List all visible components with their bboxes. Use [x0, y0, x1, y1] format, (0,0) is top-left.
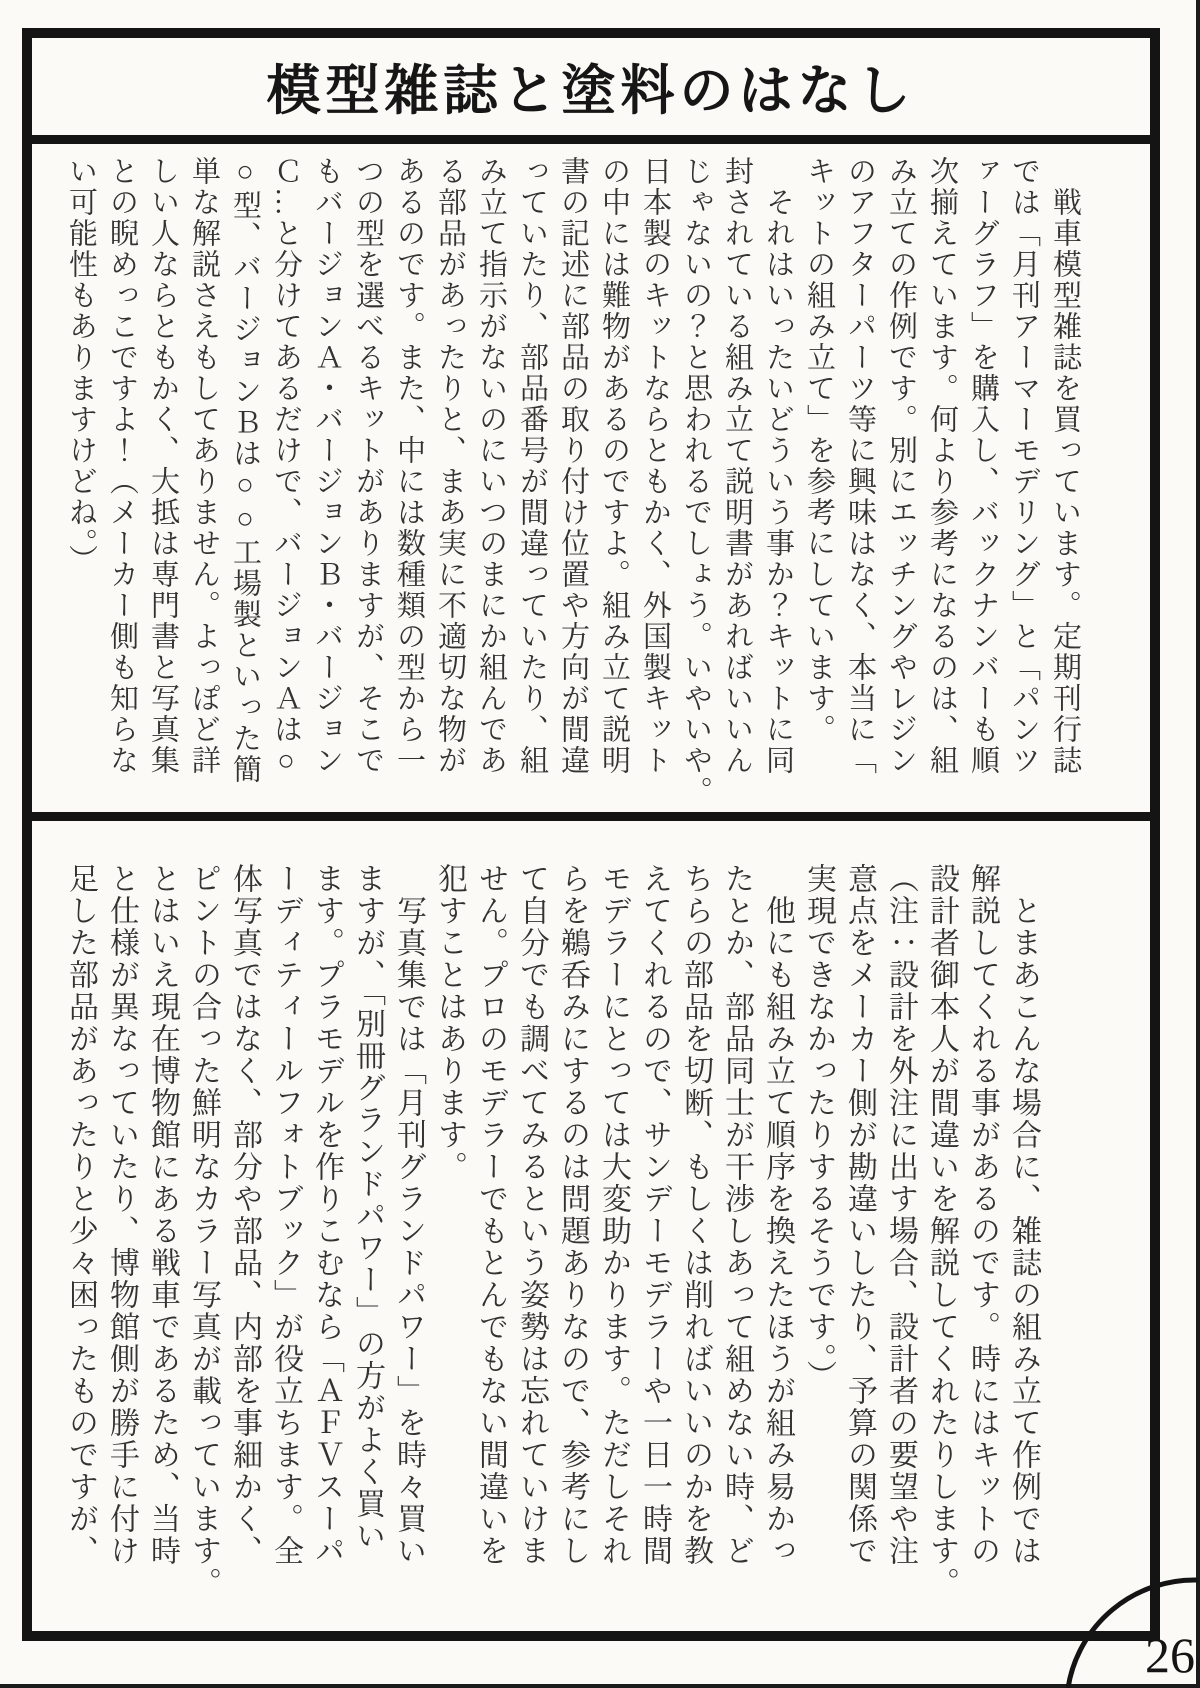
text-column: らを鵜呑みにするのは問題ありなので、参考にし [556, 863, 589, 1567]
text-column: ちらの部品を切断、もしくは削ればいいのかを教 [679, 863, 712, 1567]
text-column: 単な解説さえもしてありません。よっぽど詳 [188, 156, 220, 776]
text-column: じゃないの？と思われるでしょう。いやいや。 [680, 156, 712, 807]
text-column: 設計者御本人が間違いを解説してくれたりします。 [925, 863, 958, 1599]
page-frame [22, 28, 1160, 1641]
text-column: 書の記述に部品の取り付け位置や方向が間違 [557, 156, 589, 776]
text-column: 封されている組み立て説明書があればいいん [721, 156, 753, 776]
text-column: もバージョンＡ・バージョンＢ・バージョン [311, 156, 343, 776]
text-column: とはいえ現在博物館にある戦車であるため、当時 [146, 863, 179, 1567]
text-column: Ｃ…と分けてあるだけで、バージョンＡは○ [270, 156, 302, 779]
text-column: しい人ならともかく、大抵は専門書と写真集 [147, 156, 179, 776]
text-column: 次揃えています。何より参考になるのは、組 [926, 156, 958, 776]
title-band [32, 38, 1150, 144]
text-column: 解説してくれる事があるのです。時にはキットの [966, 863, 999, 1567]
text-column: えてくれるので、サンデーモデラーや一日一時間 [638, 863, 671, 1567]
text-column: て自分でも調べてみるという姿勢は忘れていけま [515, 863, 548, 1567]
text-column: あるのです。また、中には数種類の型から一 [393, 156, 425, 776]
text-column: 他にも組み立て順序を換えたほうが組み易かっ [761, 863, 794, 1567]
text-column: る部品があったりと、まあ実に不適切な物が [434, 156, 466, 776]
text-column: キットの組み立て」を参考にしています。 [803, 156, 835, 745]
section-divider [32, 812, 1150, 821]
text-column: い可能性もありますけどね。） [65, 156, 97, 576]
page-title: 模型雑誌と塗料のはなし [266, 61, 916, 121]
page-number-corner [1050, 1576, 1200, 1688]
text-column: せん。プロのモデラーでもとんでもない間違いを [474, 863, 507, 1567]
text-column: 日本製のキットならともかく、外国製キット [639, 156, 671, 776]
text-column: と仕様が異なっていたり、博物館側が勝手に付け [105, 863, 138, 1567]
text-column: 犯すことはあります。 [433, 863, 466, 1183]
text-column: ます。プラモデルを作りこむなら「ＡＦＶスーパ [310, 863, 343, 1567]
text-column: ますが、「別冊グランドパワー」の方がよく買い [351, 863, 384, 1552]
text-column: 意点をメーカー側が勘違いしたり、予算の関係で [843, 863, 876, 1567]
text-section-top [32, 144, 1149, 812]
text-column: たとか、部品同士が干渉しあって組めない時、ど [720, 863, 753, 1567]
text-section-bottom [32, 821, 1104, 1631]
text-column: では「月刊アーマーモデリング」と「パンツ [1008, 156, 1040, 776]
text-column: つの型を選べるキットがありますが、そこで [352, 156, 384, 776]
text-column: モデラーにとっては大変助かります。ただしそれ [597, 863, 630, 1567]
text-column: 体写真ではなく、部分や部品、内部を事細かく、 [228, 863, 261, 1567]
text-column: とまあこんな場合に、雑誌の組み立て作例では [1007, 863, 1040, 1567]
text-column: ○型、バージョンＢは○○工場製といった簡 [229, 156, 261, 785]
text-column: っていたり、部品番号が間違っていたり、組 [516, 156, 548, 776]
text-column: の中には難物があるのですよ。組み立て説明 [598, 156, 630, 776]
text-column: （注：設計を外注に出す場合、設計者の要望や注 [884, 863, 917, 1567]
text-column: との睨めっこですよ！（メーカー側も知らな [106, 156, 138, 776]
text-column: み立ての作例です。別にエッチングやレジン [885, 156, 917, 776]
text-column: 実現できなかったりするそうです。） [802, 863, 835, 1392]
text-column: ァーグラフ」を購入し、バックナンバーも順 [967, 156, 999, 776]
text-column: 写真集では「月刊グランドパワー」を時々買い [392, 863, 425, 1567]
text-column: 足した部品があったりと少々困ったものですが、 [64, 863, 97, 1567]
scan-edge-bottom [0, 1684, 1200, 1688]
text-column: それはいったいどういう事か？キットに同 [762, 156, 794, 776]
text-column: 戦車模型雑誌を買っています。定期刊行誌 [1049, 156, 1081, 776]
scan-edge-right [1196, 0, 1200, 1688]
page-number: 26 [1145, 1627, 1195, 1683]
text-column: ピントの合った鮮明なカラー写真が載っています。 [187, 863, 220, 1599]
text-column: ーディティールフォトブック」が役立ちます。全 [269, 863, 302, 1567]
text-column: のアフターパーツ等に興味はなく、本当に「 [844, 156, 876, 776]
text-column: み立て指示がないのにいつのまにか組んであ [475, 156, 507, 776]
